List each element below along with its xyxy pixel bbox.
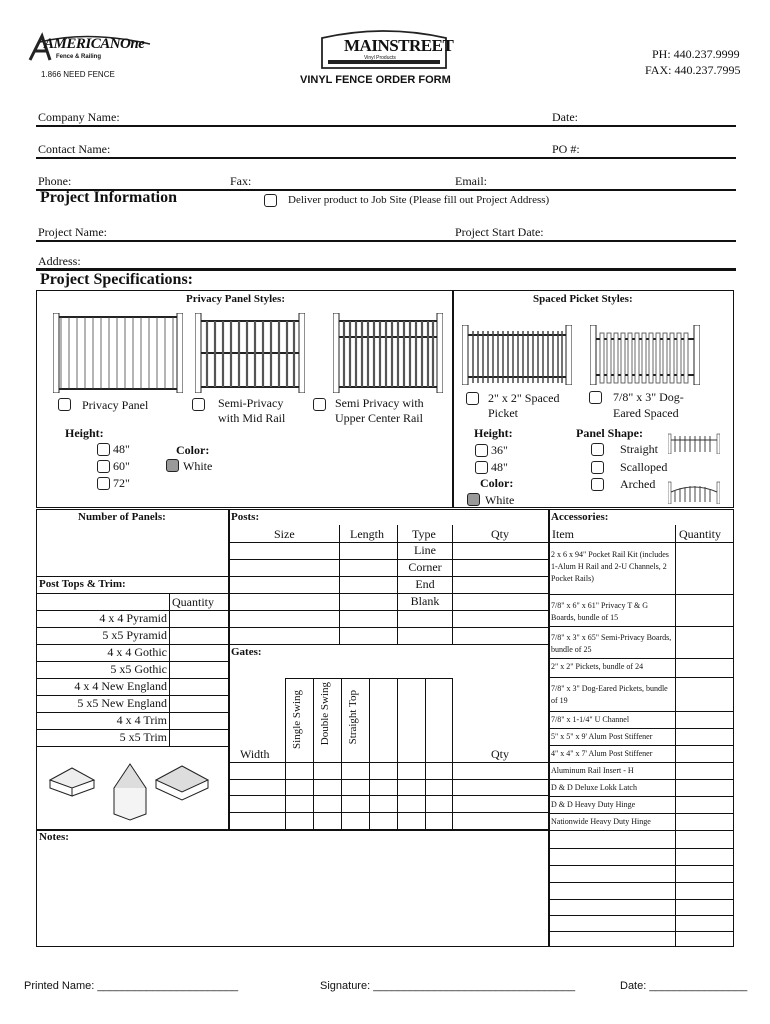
- accessory-item: Nationwide Heavy Duty Hinge: [551, 817, 651, 826]
- height-72-label: 72": [113, 476, 130, 490]
- accessory-row-line: [548, 626, 734, 627]
- dog-eared-label-2: Eared Spaced: [613, 406, 679, 420]
- notes-top-line: [36, 829, 549, 831]
- dog-eared-checkbox[interactable]: [589, 391, 602, 404]
- accessory-row-line: [548, 848, 734, 849]
- semi-mid-rail-checkbox[interactable]: [192, 398, 205, 411]
- accessory-quantity-field[interactable]: [677, 627, 732, 657]
- post-top-quantity-field[interactable]: [171, 628, 227, 643]
- accessory-row-line: [548, 882, 734, 883]
- posts-row-line: [228, 627, 549, 628]
- accessory-item: 4" x 4" x 7' Alum Post Stiffener: [551, 749, 653, 758]
- post-top-item: 4 x 4 Trim: [116, 713, 167, 727]
- accessory-quantity-field[interactable]: [677, 729, 732, 744]
- address-label: Address:: [38, 254, 81, 268]
- height-72-checkbox[interactable]: [97, 477, 110, 490]
- accessory-quantity-field[interactable]: [677, 746, 732, 761]
- post-top-quantity-field[interactable]: [171, 679, 227, 694]
- spaced-white-checkbox[interactable]: [467, 493, 480, 506]
- gates-row-line: [228, 779, 549, 780]
- accessories-qty-col: [675, 525, 676, 947]
- straight-top-header: Straight Top: [347, 690, 359, 745]
- signature-field[interactable]: Signature: _________________________________: [320, 980, 576, 992]
- gates-row-line: [228, 795, 549, 796]
- white-color-label: White: [183, 459, 213, 473]
- deliver-label: Deliver product to Job Site (Please fill out Project Address): [288, 194, 550, 206]
- accessory-quantity-field[interactable]: [677, 659, 732, 676]
- arched-label: Arched: [620, 477, 656, 491]
- spaced-height-48-checkbox[interactable]: [475, 461, 488, 474]
- post-tops-label: Post Tops & Trim:: [39, 578, 126, 590]
- accessory-item: 7/8" x 3" Dog-Eared Pickets, bundle of 19: [551, 684, 668, 705]
- num-panels-label: Number of Panels:: [78, 511, 166, 523]
- accessory-quantity-field[interactable]: [677, 797, 732, 812]
- height-36-checkbox[interactable]: [475, 444, 488, 457]
- accessory-row-line: [548, 762, 734, 763]
- gates-row-line: [228, 762, 549, 763]
- accessory-item: 2" x 2" Pickets, bundle of 24: [551, 662, 644, 671]
- accessory-item: 7/8" x 1-1/4" U Channel: [551, 715, 630, 724]
- mainstreet-logo: MAINSTREET Vinyl Products: [320, 28, 448, 70]
- accessories-header-line: [548, 542, 734, 543]
- accessory-item: 7/8" x 3" x 65" Semi-Privacy Boards, bundle of 25: [551, 633, 672, 654]
- gates-col-7: [452, 678, 453, 829]
- accessory-row-line: [548, 779, 734, 780]
- post-tops-top-line: [36, 576, 229, 577]
- accessory-row-line: [548, 745, 734, 746]
- semi-upper-rail-checkbox[interactable]: [313, 398, 326, 411]
- accessory-quantity-field[interactable]: [677, 678, 732, 710]
- posts-size-header: Size: [274, 527, 295, 541]
- phone-number: PH: 440.237.9999: [652, 47, 740, 61]
- company-name-field[interactable]: [36, 125, 736, 127]
- privacy-panel-image: [53, 313, 183, 393]
- post-top-row-line: [36, 746, 229, 747]
- fax-label: Fax:: [230, 174, 252, 188]
- gates-top-line: [228, 644, 549, 645]
- accessory-item: 2 x 6 x 94" Pocket Rail Kit (includes 1-Alum H Rail and 2-U Channels, 2 Pocket Rails): [551, 550, 669, 583]
- accessory-item: Aluminum Rail Insert - H: [551, 766, 634, 775]
- gates-qty-header: Qty: [491, 747, 509, 761]
- gates-col-1: [285, 678, 286, 829]
- post-top-item: 5 x5 New England: [77, 696, 167, 710]
- semi-upper-rail-label-2: Upper Center Rail: [335, 411, 423, 425]
- posts-type-header: Type: [412, 527, 436, 541]
- spaced-height-label: Height:: [474, 426, 513, 440]
- posts-qty-header: Qty: [491, 527, 509, 541]
- post-type-corner: Corner: [408, 560, 442, 574]
- privacy-styles-title: Privacy Panel Styles:: [186, 293, 285, 305]
- num-panels-field[interactable]: [38, 525, 226, 575]
- semi-mid-rail-label-1: Semi-Privacy: [218, 396, 284, 410]
- post-type-end: End: [415, 577, 435, 591]
- contact-name-label: Contact Name:: [38, 142, 111, 156]
- form-title: VINYL FENCE ORDER FORM: [300, 74, 451, 86]
- accessory-row-line: [548, 728, 734, 729]
- privacy-height-label: Height:: [65, 426, 104, 440]
- height-48-checkbox[interactable]: [97, 443, 110, 456]
- accessory-row-line: [548, 931, 734, 932]
- project-start-date-label: Project Start Date:: [455, 225, 544, 239]
- gates-col-3: [341, 678, 342, 829]
- accessory-row-line: [548, 594, 734, 595]
- accessory-row-line: [548, 711, 734, 712]
- post-qty-field[interactable]: [454, 543, 546, 558]
- company-name-label: Company Name:: [38, 110, 120, 124]
- accessory-quantity-field[interactable]: [677, 780, 732, 795]
- accessory-quantity-field[interactable]: [677, 595, 732, 625]
- privacy-panel-checkbox[interactable]: [58, 398, 71, 411]
- spaced-styles-title: Spaced Picket Styles:: [533, 293, 633, 305]
- shape-arched-image: [668, 480, 720, 504]
- phone-label: Phone:: [38, 174, 72, 188]
- project-name-field[interactable]: [36, 240, 736, 242]
- spaced-height-48-label: 48": [491, 460, 508, 474]
- post-qty-field[interactable]: [454, 560, 546, 575]
- gates-row-line: [228, 812, 549, 813]
- height-48-label: 48": [113, 442, 130, 456]
- phone-slogan: 1.866 NEED FENCE: [41, 70, 115, 79]
- post-qty-field[interactable]: [454, 577, 546, 592]
- height-60-checkbox[interactable]: [97, 460, 110, 473]
- gates-width-header: Width: [240, 747, 270, 761]
- printed-name-field[interactable]: Printed Name: _______________________: [24, 980, 239, 992]
- panel-shape-label: Panel Shape:: [576, 426, 644, 440]
- post-top-quantity-field[interactable]: [171, 662, 227, 677]
- post-top-item: 5 x5 Gothic: [110, 662, 167, 676]
- spaced-2x2-checkbox[interactable]: [466, 392, 479, 405]
- accessory-quantity-field[interactable]: [677, 763, 732, 778]
- accessory-row-line: [548, 915, 734, 916]
- post-top-item: 4 x 4 Gothic: [107, 645, 167, 659]
- project-info-heading: Project Information: [40, 189, 177, 206]
- white-color-checkbox[interactable]: [166, 459, 179, 472]
- post-caps-image: [42, 758, 224, 822]
- single-swing-header: Single Swing: [291, 690, 303, 749]
- accessory-row-line: [548, 899, 734, 900]
- scalloped-checkbox[interactable]: [591, 461, 604, 474]
- accessory-row-line: [548, 677, 734, 678]
- accessory-row-line: [548, 830, 734, 831]
- gates-header-line: [285, 678, 453, 679]
- posts-length-header: Length: [350, 527, 384, 541]
- accessory-quantity-field[interactable]: [677, 712, 732, 727]
- shape-straight-image: [668, 432, 720, 454]
- dog-eared-picket-image: [590, 325, 700, 385]
- semi-privacy-upper-rail-image: [333, 313, 443, 393]
- post-top-quantity-field[interactable]: [171, 730, 227, 745]
- double-swing-header: Double Swing: [319, 682, 331, 746]
- gates-col-2: [313, 678, 314, 829]
- grid-divider-left: [228, 509, 230, 829]
- post-top-quantity-field[interactable]: [171, 696, 227, 711]
- posts-label: Posts:: [231, 511, 260, 523]
- spaced-picket-2x2-image: [462, 325, 572, 385]
- accessory-item: D & D Heavy Duty Hinge: [551, 800, 636, 809]
- post-top-item: 4 x 4 Pyramid: [99, 611, 167, 625]
- post-tops-qty-col-line: [169, 593, 170, 746]
- date-label: Date:: [552, 110, 578, 124]
- spaced-2x2-label-1: 2" x 2" Spaced: [488, 391, 560, 405]
- fax-number: FAX: 440.237.7995: [645, 63, 741, 77]
- accessory-item: D & D Deluxe Lokk Latch: [551, 783, 637, 792]
- post-qty-field[interactable]: [454, 594, 546, 609]
- semi-upper-rail-label-1: Semi Privacy with: [335, 396, 424, 410]
- email-label: Email:: [455, 174, 487, 188]
- specs-divider: [452, 290, 454, 508]
- privacy-panel-label: Privacy Panel: [82, 398, 149, 412]
- accessory-item: 5" x 5" x 9' Alum Post Stiffener: [551, 732, 653, 741]
- gates-col-4: [369, 678, 370, 829]
- deliver-checkbox[interactable]: [264, 194, 277, 207]
- company-logo: AMERICANOne Fence & Railing: [28, 32, 158, 66]
- footer-date-field[interactable]: Date: ________________: [620, 980, 748, 992]
- height-36-label: 36": [491, 443, 508, 457]
- post-tops-header-line: [36, 593, 229, 594]
- accessory-row-line: [548, 865, 734, 866]
- privacy-color-label: Color:: [176, 443, 210, 457]
- accessory-item: 7/8" x 6" x 61" Privacy T & G Boards, bundle of 15: [551, 601, 649, 622]
- scalloped-label: Scalloped: [620, 460, 668, 474]
- post-top-quantity-field[interactable]: [171, 713, 227, 728]
- straight-checkbox[interactable]: [591, 443, 604, 456]
- gates-col-5: [397, 678, 398, 829]
- arched-checkbox[interactable]: [591, 478, 604, 491]
- spaced-white-label: White: [485, 493, 515, 507]
- post-type-line: Line: [414, 543, 436, 557]
- semi-mid-rail-label-2: with Mid Rail: [218, 411, 286, 425]
- post-top-quantity-field[interactable]: [171, 645, 227, 660]
- post-top-quantity-field[interactable]: [171, 611, 227, 626]
- post-top-item: 5 x5 Pyramid: [102, 628, 167, 642]
- post-top-item: 5 x5 Trim: [119, 730, 167, 744]
- contact-name-field[interactable]: [36, 157, 736, 159]
- post-tops-quantity-header: Quantity: [172, 595, 214, 609]
- spaced-color-label: Color:: [480, 476, 514, 490]
- accessories-quantity-header: Quantity: [679, 527, 721, 541]
- accessory-row-line: [548, 813, 734, 814]
- height-60-label: 60": [113, 459, 130, 473]
- project-specs-heading: Project Specifications:: [40, 271, 193, 288]
- gates-label: Gates:: [231, 646, 262, 658]
- accessory-quantity-field[interactable]: [677, 814, 732, 829]
- post-top-item: 4 x 4 New England: [74, 679, 167, 693]
- accessory-row-line: [548, 658, 734, 659]
- accessory-row-line: [548, 796, 734, 797]
- accessories-label: Accessories:: [551, 511, 609, 523]
- notes-label: Notes:: [39, 831, 69, 843]
- project-name-label: Project Name:: [38, 225, 107, 239]
- accessories-item-header: Item: [552, 527, 574, 541]
- dog-eared-label-1: 7/8" x 3" Dog-: [613, 390, 684, 404]
- po-label: PO #:: [552, 142, 580, 156]
- post-type-blank: Blank: [410, 594, 440, 608]
- posts-row-line: [228, 610, 549, 611]
- spaced-2x2-label-2: Picket: [488, 406, 518, 420]
- notes-field[interactable]: [38, 847, 546, 945]
- accessory-quantity-field[interactable]: [677, 544, 732, 593]
- straight-label: Straight: [620, 442, 658, 456]
- gates-col-6: [425, 678, 426, 829]
- semi-privacy-mid-rail-image: [195, 313, 305, 393]
